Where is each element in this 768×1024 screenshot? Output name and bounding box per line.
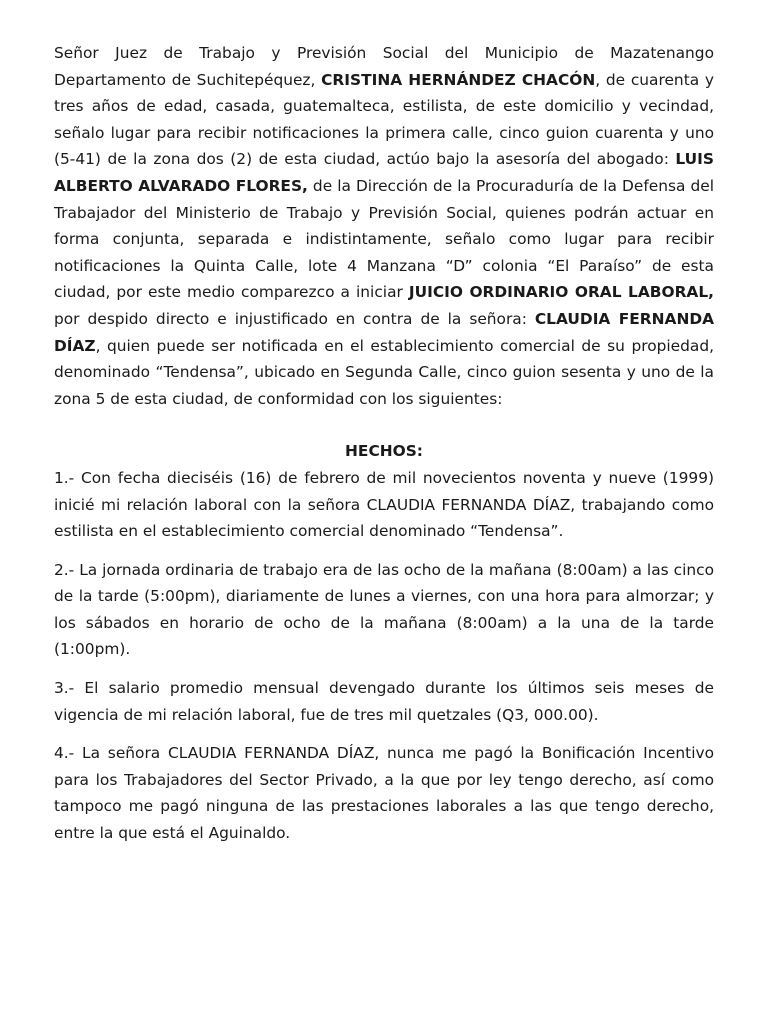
fact-item-4: 4.- La señora CLAUDIA FERNANDA DÍAZ, nunca me pagó la Bonificación Incentivo para los Trabajadores del Sector Privado, a la que por ley tengo derecho, así como tampoco me pagó ninguna de las prestaciones laborales a las que tengo derecho, entre la que está el Aguinaldo. — [54, 744, 714, 843]
section-heading: HECHOS: — [345, 442, 423, 461]
fact-item-1: 1.- Con fecha dieciséis (16) de febrero de mil novecientos noventa y nueve (1999) inicié mi relación laboral con la señora CLAUDIA FERNANDA DÍAZ, trabajando como estilista en el establecimiento comercial denominado “Tendensa”. — [54, 468, 714, 541]
intro-text-3: de la Dirección de la Procuraduría de la Defensa del Trabajador del Ministerio de Trabajo y Previsión Social, quienes podrán actuar en forma conjunta, separada e indistintamente, señalo como lugar para recibir notificaciones la Quinta Calle, lote 4 Manzana “D” colonia “El Paraíso” de esta ciudad, por este medio comparezco a iniciar — [54, 176, 714, 302]
intro-text-2: , de cuarenta y tres años de edad, casada, guatemalteca, estilista, de este domicilio y vecindad, señalo lugar para recibir notificaciones la primera calle, cinco guion cuarenta y uno (5-41) de la zona dos (2) de esta ciudad, actúo bajo la asesoría del abogado: — [54, 70, 714, 169]
intro-text-1: Señor Juez de Trabajo y Previsión Social del Municipio de Mazatenango Departamento de Suchitepéquez, — [54, 44, 714, 89]
fact-item-3: 3.- El salario promedio mensual devengado durante los últimos seis meses de vigencia de mi relación laboral, fue de tres mil quetzales (Q3, 000.00). — [54, 679, 714, 724]
intro-paragraph — [54, 40, 714, 412]
case-type: JUICIO ORDINARIO ORAL LABORAL, — [408, 283, 714, 302]
intro-text-4: por despido directo e injustificado en contra de la señora: — [54, 309, 535, 328]
intro-text-5: , quien puede ser notificada en el establecimiento comercial de su propiedad, denominado “Tendensa”, ubicado en Segunda Calle, cinco guion sesenta y uno de la zona 5 de esta ciudad, de conformidad con los siguientes: — [54, 336, 714, 408]
defendant-name: CLAUDIA FERNANDA DÍAZ — [54, 309, 715, 355]
plaintiff-name: CRISTINA HERNÁNDEZ CHACÓN — [321, 70, 596, 89]
document-page — [54, 40, 714, 847]
lawyer-name: LUIS ALBERTO ALVARADO FLORES, — [54, 150, 714, 195]
fact-item-2: 2.- La jornada ordinaria de trabajo era de las ocho de la mañana (8:00am) a las cinco de la tarde (5:00pm), diariamente de lunes a viernes, con una hora para almorzar; y los sábados en horario de ocho de la mañana (8:00am) a la una de la tarde (1:00pm). — [54, 560, 714, 659]
